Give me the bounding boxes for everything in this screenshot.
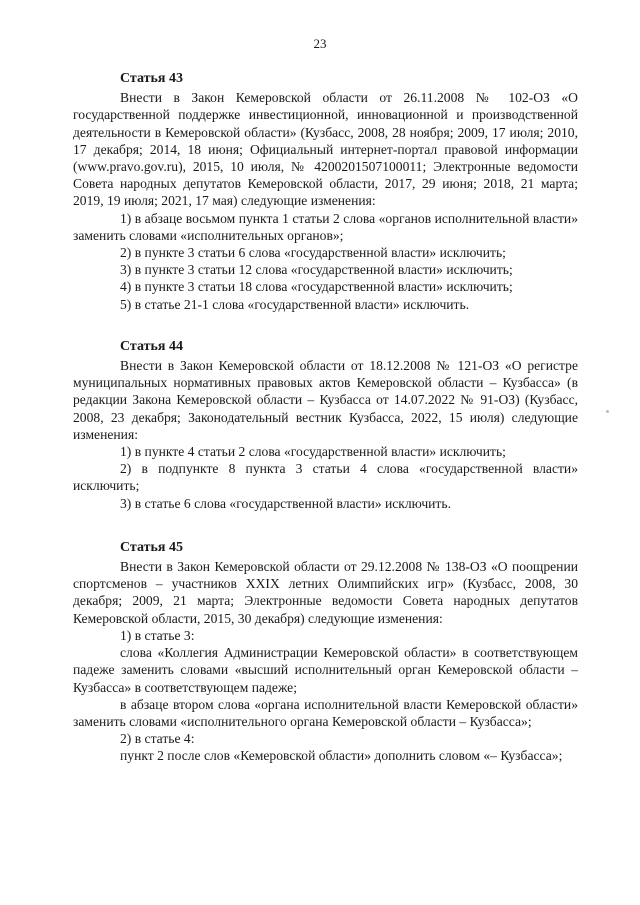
list-item: 4) в пункте 3 статьи 18 слова «государственной власти» исключить; (120, 279, 513, 295)
list-item: 2) в подпункте 8 пункта 3 статьи 4 слова «государственной власти» исключить; (73, 461, 578, 494)
document-body (73, 70, 578, 765)
list-item: слова «Коллегия Администрации Кемеровской области» в соответствующем падеже заменить словами «высший исполнительный орган Кемеровской области – Кузбасса» в соответствующем падеже; (73, 645, 578, 695)
list-item: 1) в абзаце восьмом пункта 1 статьи 2 слова «органов исполнительной власти» заменить словами «исполнительных органов»; (73, 210, 578, 243)
article-45 (73, 539, 578, 765)
article-title: Статья 43 (120, 71, 183, 86)
list-item: 2) в пункте 3 статьи 6 слова «государственной власти» исключить; (120, 245, 506, 261)
list-item: 1) в пункте 4 статьи 2 слова «государственной власти» исключить; (120, 444, 506, 460)
list-item: 5) в статье 21-1 слова «государственной власти» исключить. (120, 296, 470, 312)
article-43 (73, 70, 578, 313)
scan-speck (606, 410, 609, 413)
list-item: 2) в статье 4: (120, 731, 195, 747)
article-title: Статья 44 (120, 338, 183, 354)
article-intro: Внести в Закон Кемеровской области от 18.12.2008 № 121-ОЗ «О регистре муниципальных нормативных правовых актов Кемеровской области – Кузбасса» (в редакции Закона Кемеровской области – Кузбасса от 14.07.2022 № 91-ОЗ) (Кузбасс, 2008, 23 декабря; Законодательный вестник Кузбасса, 2022, 15 июля) следующие изменения: (73, 358, 578, 442)
page-number: 23 (313, 36, 327, 51)
article-intro: Внести в Закон Кемеровской области от 26.11.2008 № 102-ОЗ «О государственной поддержке инвестиционной, инновационной и производственной деятельности в Кемеровской области» (Кузбасс, 2008, 28 ноября; 2009, 17 июля; 2010, 17 декабря; 2014, 18 июня; Официальный интернет-портал правовой информации (www.pravo.gov.ru), 2015, 10 июля, № 4200201507100011; Электронные ведомости Совета народных депутатов Кемеровской области, 2017, 29 июня; 2018, 21 марта; 2019, 19 июля; 2021, 17 мая) следующие изменения: (73, 90, 578, 209)
list-item: в абзаце втором слова «органа исполнительной власти Кемеровской области» заменить словами «исполнительного органа Кемеровской области – Кузбасса»; (73, 696, 578, 729)
article-44 (73, 338, 578, 512)
article-intro: Внести в Закон Кемеровской области от 29.12.2008 № 138-ОЗ «О поощрении спортсменов – участников XXIX летних Олимпийских игр» (Кузбасс, 2008, 30 декабря; 2009, 21 марта; Электронные ведомости Совета народных депутатов Кемеровской области, 2015, 30 декабря) следующие изменения: (73, 559, 578, 626)
list-item: 3) в статье 6 слова «государственной власти» исключить. (120, 495, 451, 511)
list-item: 1) в статье 3: (120, 627, 195, 643)
list-item: пункт 2 после слов «Кемеровской области» дополнить словом «– Кузбасса»; (120, 748, 563, 764)
list-item: 3) в пункте 3 статьи 12 слова «государственной власти» исключить; (120, 262, 513, 278)
article-title: Статья 45 (120, 539, 183, 555)
